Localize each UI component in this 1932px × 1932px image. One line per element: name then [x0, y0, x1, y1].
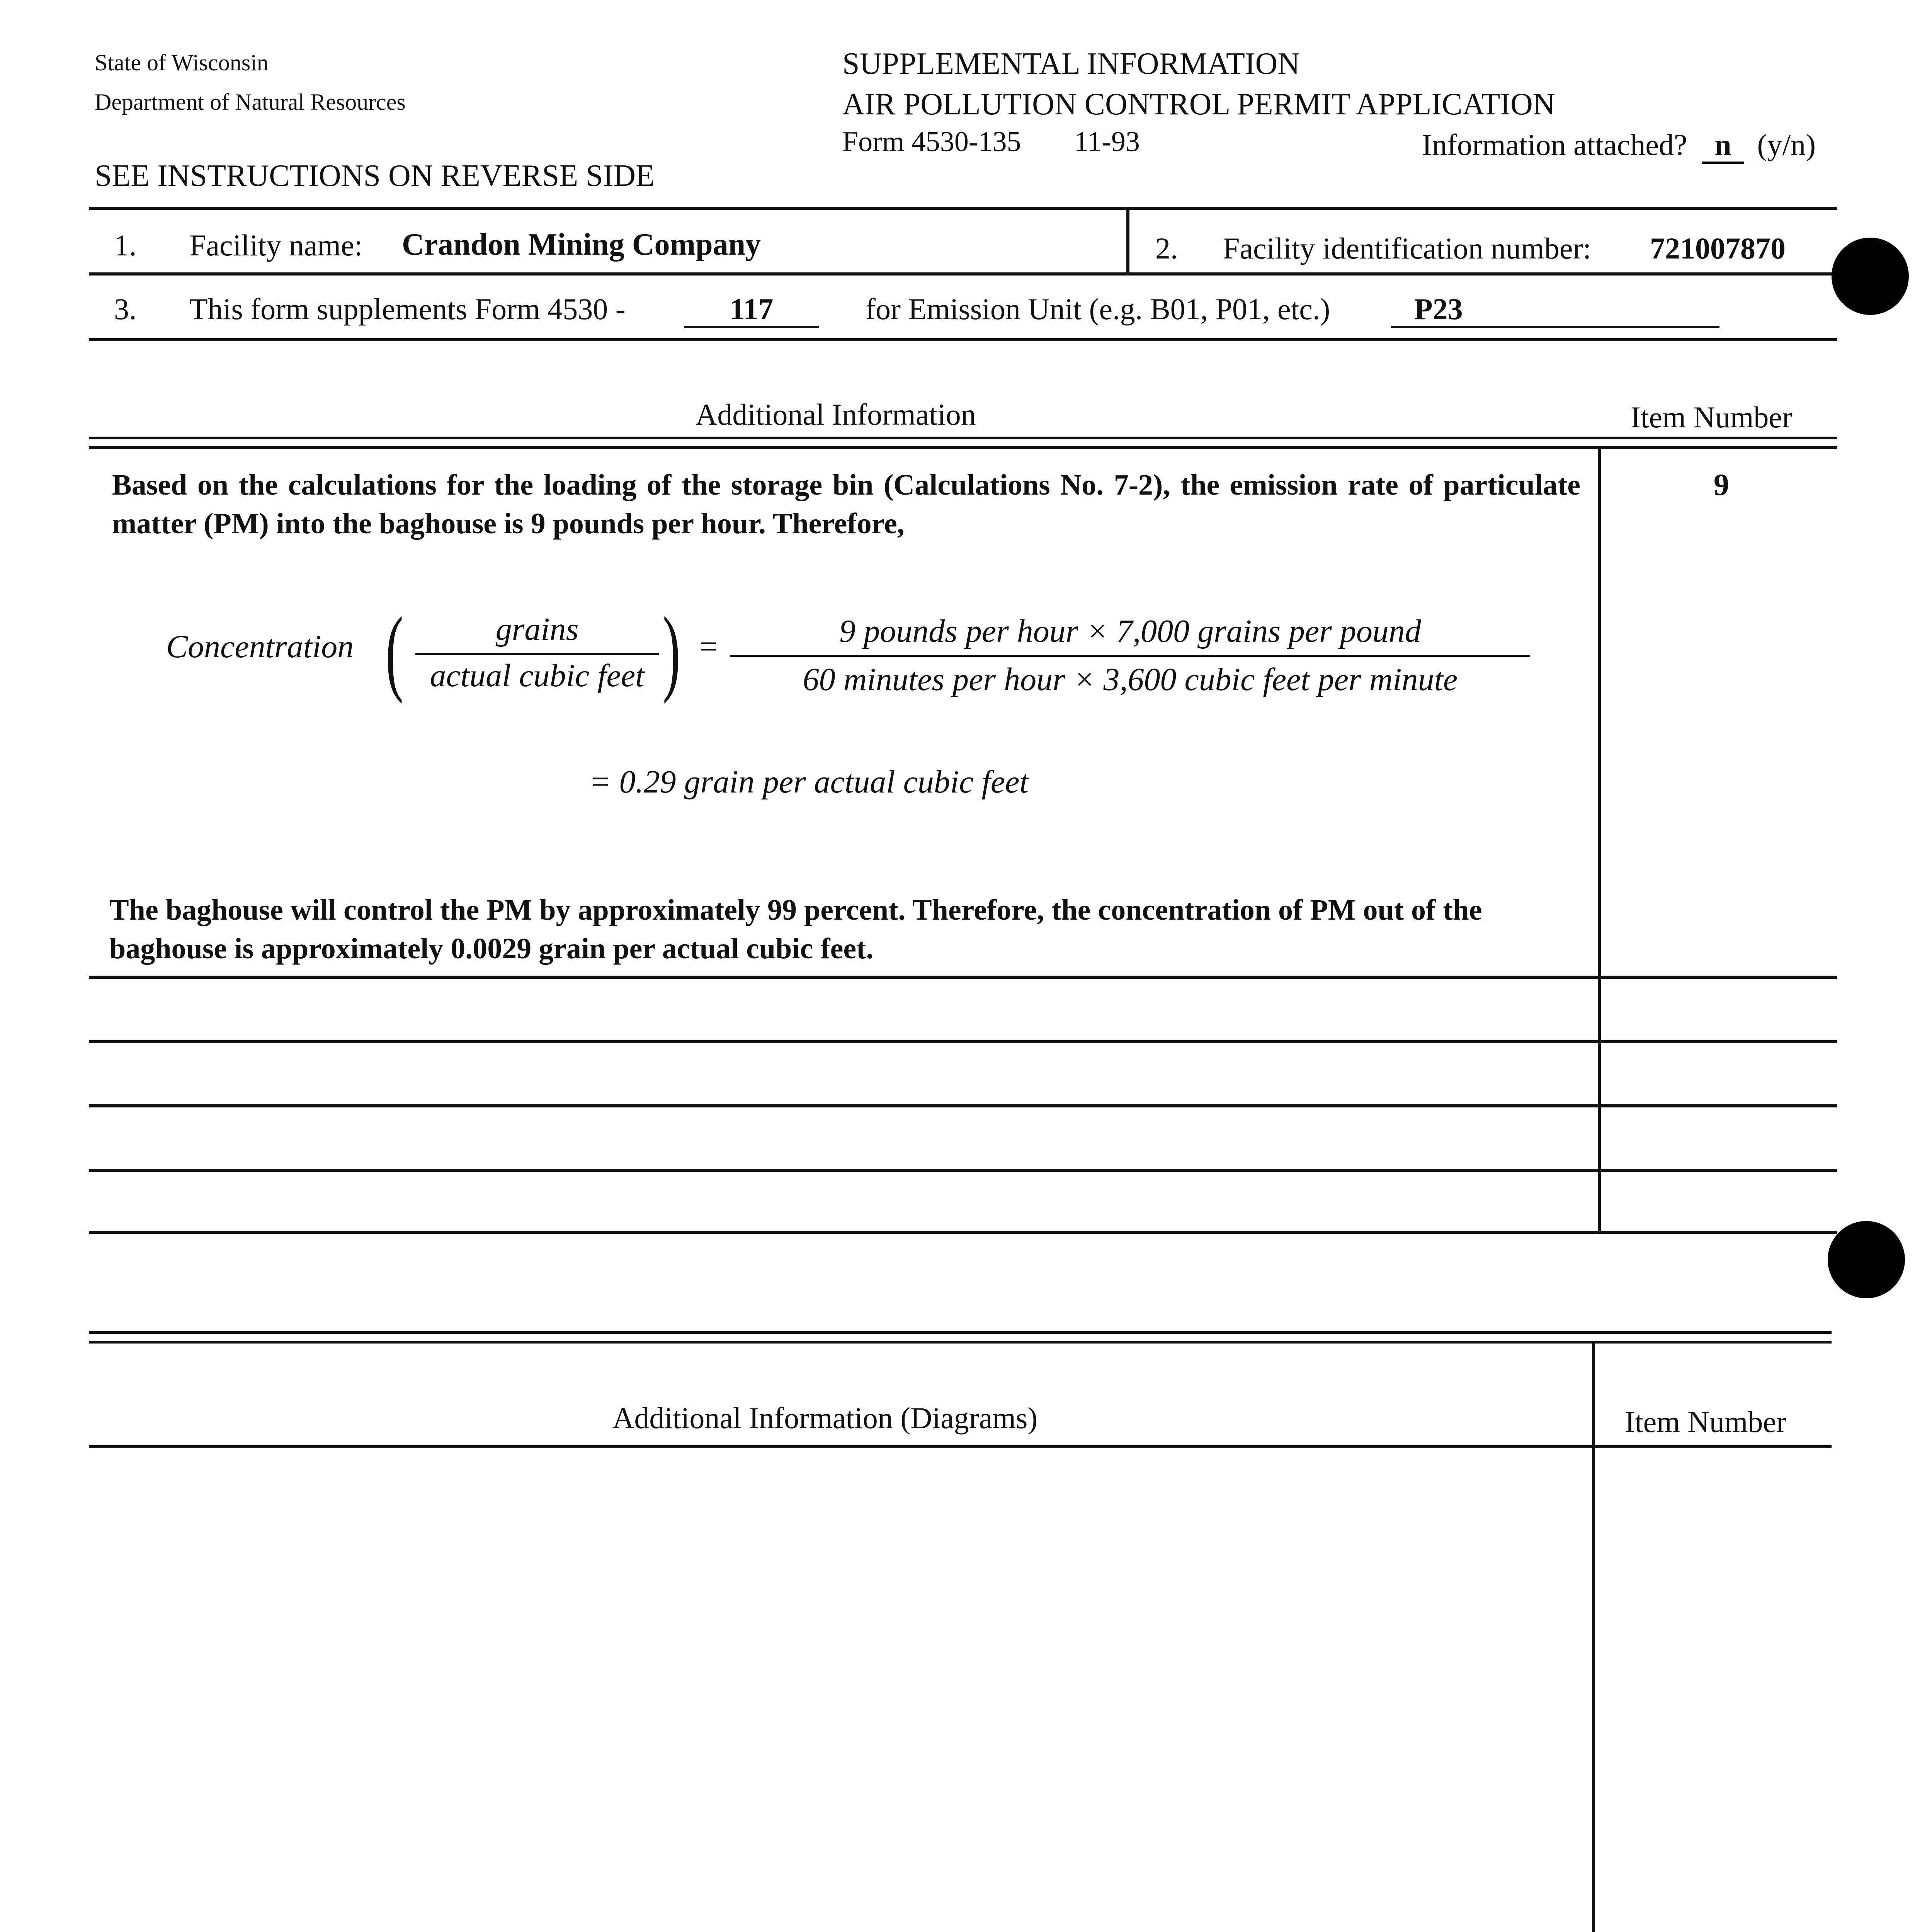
section1-item-header: Item Number [1631, 400, 1793, 434]
rule [89, 1231, 1837, 1234]
equation-result: = 0.29 grain per actual cubic feet [589, 764, 1029, 800]
section2-item-header: Item Number [1625, 1405, 1787, 1439]
punch-hole [1832, 238, 1909, 315]
lhs-denominator: actual cubic feet [430, 658, 645, 694]
field3-label: This form supplements Form 4530 - [189, 292, 626, 326]
punch-hole [1828, 1221, 1905, 1298]
rule [89, 1341, 1832, 1344]
lhs-numerator: grains [495, 611, 579, 647]
title-line2: AIR POLLUTION CONTROL PERMIT APPLICATION [842, 87, 1555, 121]
title-line1: SUPPLEMENTAL INFORMATION [842, 47, 1300, 81]
rule [89, 446, 1837, 449]
field1-label: Facility name: [189, 228, 363, 262]
paragraph-emission-rate: Based on the calculations for the loading of the storage bin (Calculations No. 7-2), the emission rate of particulate matter (PM) into the baghouse is 9 pounds per hour. Therefore, [112, 469, 1580, 540]
emission-unit: P23 [1391, 293, 1719, 328]
info-attached-label: Information attached? [1422, 128, 1687, 162]
rule [89, 1104, 1837, 1107]
equation-equals: = [699, 629, 718, 665]
rule [89, 207, 1837, 210]
facility-id: 721007870 [1650, 231, 1786, 265]
field3-unit-blank [1391, 292, 1719, 328]
field2-number: 2. [1155, 231, 1178, 265]
paren-left: ( [386, 597, 403, 704]
rhs-denominator: 60 minutes per hour × 3,600 cubic feet per minute [803, 662, 1458, 697]
form-number: Form 4530-135 [842, 126, 1021, 158]
item-column-divider [1592, 1344, 1595, 1932]
info-attached-options: (y/n) [1757, 128, 1816, 162]
agency-state: State of Wisconsin [95, 50, 269, 75]
agency-department: Department of Natural Resources [95, 89, 406, 115]
rule [89, 1169, 1837, 1172]
facility-name: Crandon Mining Company [402, 228, 761, 262]
section2-header: Additional Information (Diagrams) [612, 1401, 1038, 1435]
info-attached [1422, 128, 1816, 164]
rule [89, 1040, 1837, 1043]
rule [89, 437, 1837, 439]
equation-lhs-label: Concentration [166, 629, 354, 665]
rule [89, 1445, 1832, 1448]
field1-number: 1. [114, 228, 137, 262]
field3-unit-label: for Emission Unit (e.g. B01, P01, etc.) [866, 292, 1330, 326]
rhs-numerator: 9 pounds per hour × 7,000 grains per pound [839, 613, 1421, 649]
divider [1126, 207, 1129, 272]
lhs-fraction-bar [415, 653, 659, 655]
rule [89, 272, 1862, 276]
rule [89, 1331, 1832, 1334]
paren-right: ) [663, 597, 680, 704]
form-date: 11-93 [1074, 126, 1140, 158]
rule [89, 976, 1837, 979]
field3-form-blank [684, 292, 819, 328]
field3-number: 3. [114, 292, 137, 326]
rhs-fraction-bar [730, 655, 1530, 657]
field2-label: Facility identification number: [1223, 231, 1592, 265]
section1-header: Additional Information [696, 398, 976, 431]
paragraph-baghouse-control: The baghouse will control the PM by approximately 99 percent. Therefore, the concentration of PM out of the baghouse is approximately 0.0029 grain per actual cubic feet. [109, 894, 1482, 965]
instructions-note: SEE INSTRUCTIONS ON REVERSE SIDE [95, 159, 655, 193]
item-column-divider [1598, 449, 1601, 1233]
supplemented-form-number: 117 [684, 293, 819, 328]
item-number: 9 [1714, 468, 1729, 502]
info-attached-value: n [1702, 128, 1744, 164]
rule [89, 338, 1837, 341]
